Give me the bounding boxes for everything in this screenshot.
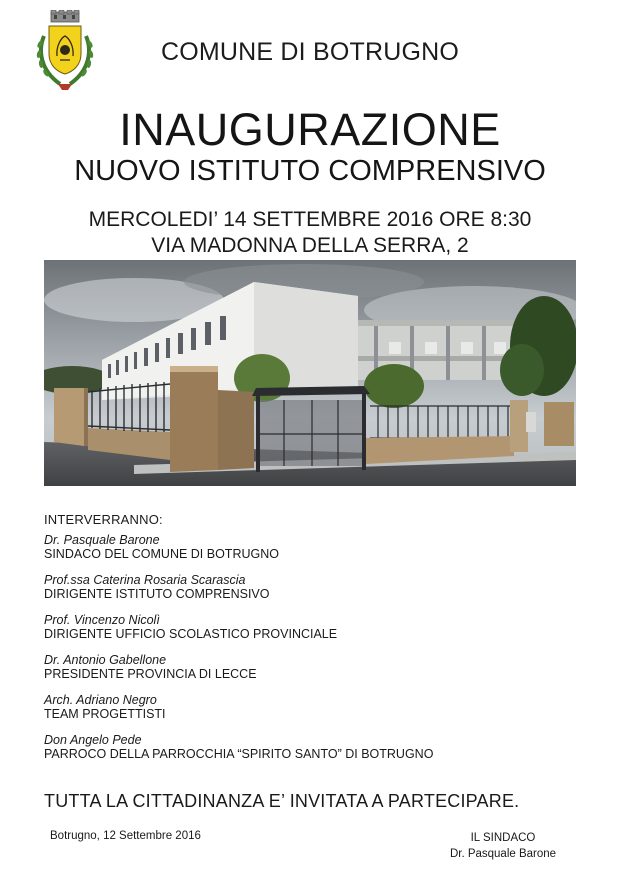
- event-address: VIA MADONNA DELLA SERRA, 2: [151, 234, 469, 257]
- invitation-text: TUTTA LA CITTADINANZA E’ INVITATA A PARTECIPARE.: [44, 791, 520, 811]
- municipality-name: COMUNE DI BOTRUGNO: [160, 38, 460, 66]
- place-and-date: Botrugno, 12 Settembre 2016: [50, 830, 201, 842]
- speaker-name: Don Angelo Pede: [44, 733, 142, 747]
- speaker-item: [44, 653, 584, 693]
- speaker-name: Dr. Pasquale Barone: [44, 533, 160, 547]
- speaker-item: [44, 693, 584, 733]
- signature-name: Dr. Pasquale Barone: [449, 848, 557, 860]
- speaker-role: DIRIGENTE UFFICIO SCOLASTICO PROVINCIALE: [44, 627, 338, 641]
- speaker-name: Prof.ssa Caterina Rosaria Scarascia: [44, 573, 246, 587]
- speaker-item: [44, 533, 584, 573]
- event-title: INAUGURAZIONE: [119, 104, 501, 155]
- speaker-name: Arch. Adriano Negro: [44, 693, 157, 707]
- speakers-list: [44, 533, 584, 773]
- speaker-item: [44, 573, 584, 613]
- signature-title: IL SINDACO: [470, 832, 536, 844]
- school-building-photo: [44, 260, 576, 486]
- speaker-role: SINDACO DEL COMUNE DI BOTRUGNO: [44, 547, 279, 561]
- speaker-role: PARROCO DELLA PARROCCHIA “SPIRITO SANTO” DI BOTRUGNO: [44, 747, 434, 761]
- speaker-item: [44, 733, 584, 773]
- coat-of-arms-icon: [34, 10, 96, 94]
- speaker-name: Prof. Vincenzo Nicolì: [44, 613, 160, 627]
- speaker-role: DIRIGENTE ISTITUTO COMPRENSIVO: [44, 587, 270, 601]
- event-subtitle: NUOVO ISTITUTO COMPRENSIVO: [74, 155, 546, 187]
- speaker-role: PRESIDENTE PROVINCIA DI LECCE: [44, 667, 257, 681]
- signature-block: [438, 830, 568, 862]
- speaker-name: Dr. Antonio Gabellone: [44, 653, 167, 667]
- speaker-item: [44, 613, 584, 653]
- event-date: MERCOLEDI’ 14 SETTEMBRE 2016 ORE 8:30: [88, 208, 532, 231]
- speaker-role: TEAM PROGETTISTI: [44, 707, 166, 721]
- speakers-intro: INTERVERRANNO:: [44, 512, 163, 527]
